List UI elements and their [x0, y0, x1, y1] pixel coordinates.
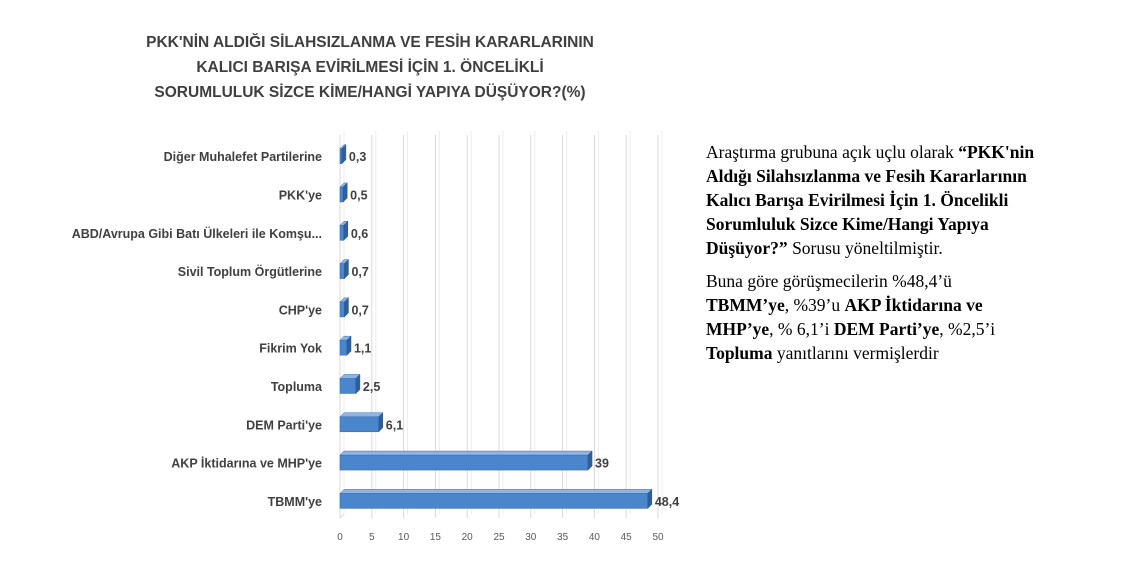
category-label: Diğer Muhalefet Partilerine: [163, 150, 322, 165]
x-tick-label: 35: [557, 532, 569, 543]
bar-top: [340, 489, 652, 493]
category-label: PKK'ye: [278, 188, 322, 203]
x-tick-label: 30: [525, 532, 537, 543]
bar: [340, 378, 356, 393]
x-tick-labels: [337, 532, 664, 543]
category-label: ABD/Avrupa Gibi Batı Ülkeleri ile Komşu...: [71, 226, 322, 241]
data-label: 48,4: [654, 494, 680, 509]
description-text: [706, 140, 1036, 374]
bars: [340, 145, 652, 509]
category-label: DEM Parti'ye: [246, 418, 322, 433]
bar-top: [340, 451, 592, 455]
description-question: “PKK'nin Aldığı Silahsızlanma ve Fesih Kararlarının Kalıcı Barışa Evirilmesi İçin 1. Öncelikli Sorumluluk Sizce Kime/Hangi Yapıya Düşüyor?”: [706, 142, 1035, 258]
bar: [340, 493, 648, 508]
x-tick-label: 20: [461, 532, 473, 543]
data-label: 0,7: [351, 303, 369, 318]
summary-bold-akp: AKP İktidarına ve MHP’ye: [706, 295, 983, 339]
x-tick-label: 45: [620, 532, 632, 543]
description-intro: Araştırma grubuna açık uçlu olarak: [706, 142, 954, 162]
category-label: CHP'ye: [278, 303, 322, 318]
summary-text-4: , %2,5’i: [939, 319, 996, 339]
data-label: 0,6: [350, 226, 369, 241]
description-paragraph-1: [706, 140, 1036, 260]
x-tick-label: 15: [429, 532, 441, 543]
data-label: 0,7: [351, 265, 369, 280]
axis-depth: [340, 514, 344, 518]
category-label: Topluma: [270, 379, 322, 394]
bar: [340, 417, 379, 432]
summary-text-5: yanıtlarını vermişlerdir: [772, 343, 939, 363]
bar: [340, 225, 344, 240]
bar-top: [340, 413, 383, 417]
chart-title-line-2: KALICI BARIŞA EVİRİLMESİ İÇİN 1. ÖNCELİKLİ: [196, 59, 544, 76]
bar: [340, 340, 347, 355]
data-label: 39: [595, 456, 609, 471]
chart-title-line-1: PKK'NİN ALDIĞI SİLAHSIZLANMA VE FESİH KARARLARININ: [146, 34, 594, 51]
data-label: 6,1: [385, 418, 404, 433]
description-paragraph-2: [706, 269, 1036, 365]
category-labels: [72, 150, 323, 509]
summary-bold-tbmm: TBMM’ye: [706, 295, 785, 315]
summary-bold-topluma: Topluma: [706, 343, 773, 363]
summary-text-1: Buna göre görüşmecilerin %48,4’ü: [706, 271, 952, 291]
x-tick-label: 25: [493, 532, 505, 543]
bar: [340, 149, 342, 164]
x-tick-label: 5: [369, 532, 375, 543]
data-label: 2,5: [362, 379, 381, 394]
data-label: 0,3: [348, 150, 367, 165]
chart-title-line-3: SORUMLULUK SİZCE KİME/HANGİ YAPIYA DÜŞÜYOR?(%): [154, 84, 586, 101]
summary-text-2: , %39’u: [784, 295, 845, 315]
bar: [340, 302, 344, 317]
summary-text-3: , % 6,1’i: [769, 319, 834, 339]
bar: [340, 264, 344, 279]
x-tick-label: 50: [652, 532, 664, 543]
category-label: AKP İktidarına ve MHP'ye: [171, 456, 322, 471]
description-outro: Sorusu yöneltilmiştir.: [787, 238, 943, 258]
bar: [340, 187, 343, 202]
category-label: Fikrim Yok: [259, 341, 322, 356]
x-tick-label: 10: [398, 532, 410, 543]
bar: [340, 455, 588, 470]
data-label: 1,1: [353, 341, 372, 356]
summary-bold-dem: DEM Parti’ye: [833, 319, 940, 339]
data-label: 0,5: [350, 188, 368, 203]
x-tick-label: 40: [588, 532, 600, 543]
category-label: TBMM'ye: [267, 494, 322, 509]
category-label: Sivil Toplum Örgütlerine: [177, 265, 322, 280]
x-tick-label: 0: [337, 532, 343, 543]
